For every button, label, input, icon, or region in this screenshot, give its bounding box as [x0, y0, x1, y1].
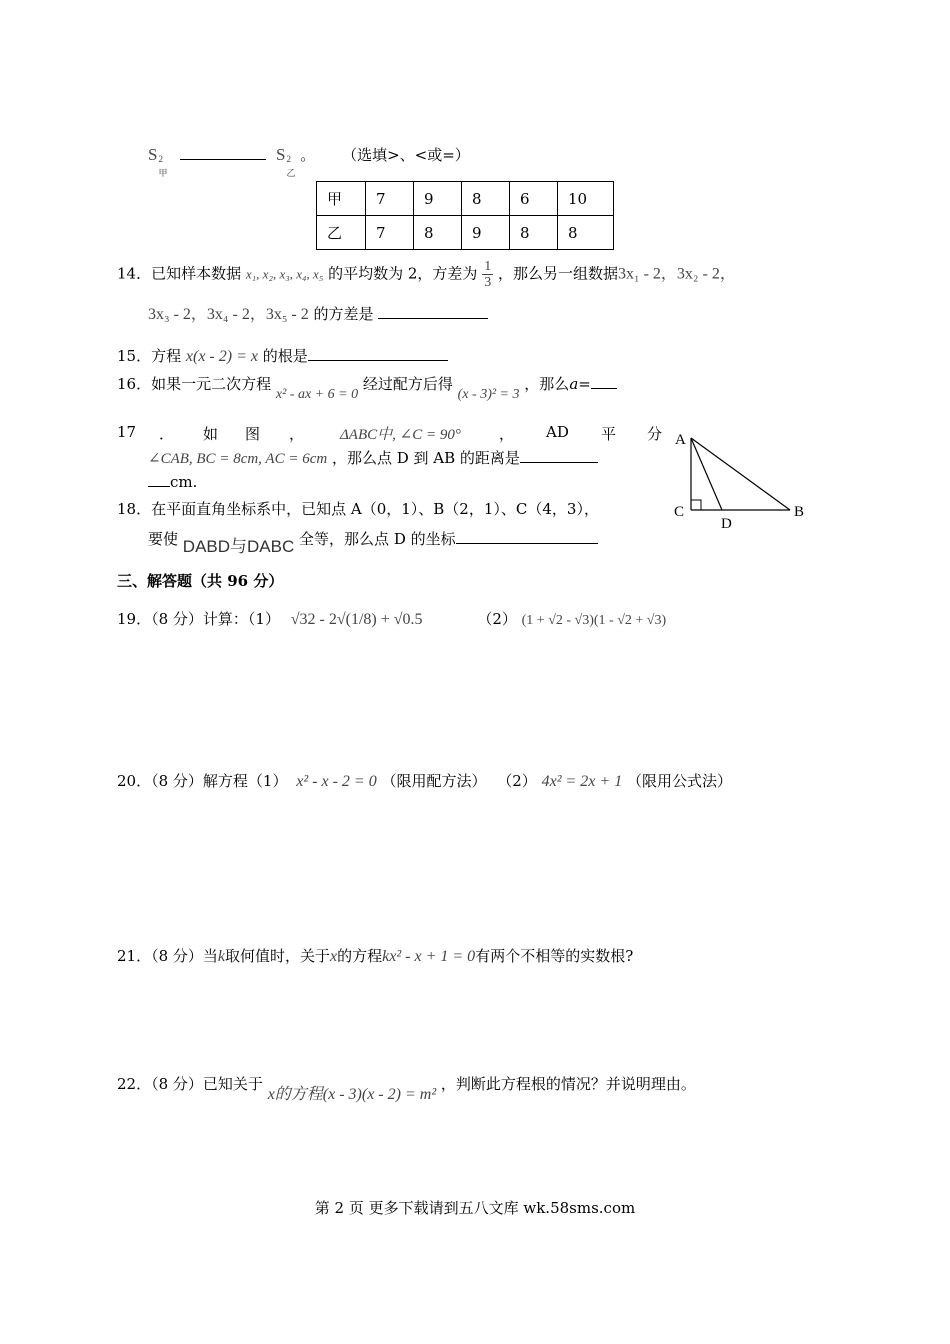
- q17-answer-blank-b[interactable]: [148, 472, 170, 487]
- q14-number: 14．: [117, 264, 152, 283]
- q19-line: [117, 608, 666, 629]
- q18-number: 18．: [117, 500, 152, 518]
- q20-equation1: x² - x - 2 = 0: [296, 773, 377, 790]
- q22-text2: ，判断此方程根的情况？并说明理由。: [440, 1075, 696, 1093]
- q22-equation: x的方程(x - 3)(x - 2) = m²: [267, 1086, 437, 1103]
- q18-answer-blank[interactable]: [456, 529, 598, 544]
- q17-number: 17: [117, 423, 137, 441]
- q17-char-fen: 分: [647, 425, 663, 443]
- q16-equation1: x² - ax + 6 = 0: [275, 387, 359, 402]
- q13-answer-blank[interactable]: [180, 145, 266, 160]
- label-a: A: [675, 432, 686, 448]
- q17-char-ping: 平: [601, 425, 617, 443]
- q16-variable: a=: [569, 375, 591, 393]
- q15-line: [117, 345, 448, 366]
- q14-text1: 已知样本数据: [151, 264, 242, 283]
- table-cell: 乙: [317, 216, 366, 250]
- q18-line2: [148, 524, 598, 556]
- label-b: B: [794, 504, 805, 520]
- q14-set-b: 3x₃ - 2，3x₄ - 2，3x₅ - 2: [148, 306, 309, 323]
- q20-text: （8 分）解方程（1）: [151, 772, 288, 790]
- q14-answer-blank[interactable]: [378, 304, 488, 319]
- table-cell: 7: [366, 216, 414, 250]
- q15-text1: 方程: [151, 347, 182, 365]
- q17-unit: cm.: [170, 473, 198, 491]
- q18-text2: 要使: [148, 530, 179, 548]
- q17-char-tu: 图: [245, 425, 261, 443]
- table-cell: 9: [462, 216, 510, 250]
- q20-number: 20．: [117, 772, 152, 790]
- q14-line2: [148, 301, 488, 324]
- s-yi-sup: 2: [286, 154, 291, 164]
- table-cell: 6: [510, 182, 558, 216]
- label-d: D: [721, 516, 732, 532]
- q17-dot: ．: [159, 425, 175, 443]
- table-cell: 甲: [317, 182, 366, 216]
- q16-equation2: (x - 3)² = 3: [457, 387, 520, 402]
- q22-line: [117, 1071, 696, 1103]
- q22-text1: （8 分）已知关于: [151, 1075, 263, 1093]
- q17-answer-blank-a[interactable]: [520, 448, 598, 463]
- q18-text1: 在平面直角坐标系中，已知点 A（0，1）、B（2，1）、C（4，3），: [151, 500, 599, 518]
- q19-part2-label: （2）: [477, 610, 517, 628]
- table-cell: 8: [414, 216, 462, 250]
- table-cell: 8: [558, 216, 614, 250]
- q16-text2: 经过配方后得: [362, 375, 453, 393]
- q20-note2: （限用公式法）: [626, 772, 732, 790]
- q13-line: [148, 144, 470, 178]
- s-jia-symbol: [148, 145, 168, 178]
- table-cell: 8: [510, 216, 558, 250]
- q21-number: 21．: [117, 947, 152, 965]
- s-jia-letter: S: [148, 145, 158, 164]
- page-footer: 第 2 页 更多下载请到五八文库 wk.58sms.com: [314, 1199, 636, 1217]
- q17-line3: [148, 472, 197, 491]
- q18-condition: DABD与DABC: [182, 537, 295, 556]
- q21-k: k: [217, 948, 226, 965]
- q21-text3: 的方程: [337, 947, 383, 965]
- q20-note1: （限用配方法）: [381, 772, 487, 790]
- q18-text3: 全等，那么点 D 的坐标: [299, 530, 456, 548]
- q18-line1: [117, 498, 599, 519]
- table-row: [317, 182, 614, 216]
- q19-expression1: √32 - 2√(1/8) + √0.5: [290, 611, 423, 628]
- q14-fraction: [482, 259, 493, 290]
- q17-comma2: ，: [499, 425, 515, 443]
- q14-text4: 的方差是: [313, 305, 374, 323]
- label-c: C: [674, 504, 685, 520]
- q13-end-mark: 。: [300, 146, 316, 164]
- s-jia-sub: 甲: [158, 168, 168, 178]
- q21-text1: （8 分）当: [151, 947, 218, 965]
- q21-x: x: [330, 948, 338, 965]
- q21-text2: 取何值时，关于: [225, 947, 331, 965]
- q19-number: 19．: [117, 610, 152, 628]
- q15-text2: 的根是: [262, 347, 308, 365]
- right-angle-mark: [691, 500, 701, 510]
- table-cell: 10: [558, 182, 614, 216]
- q16-answer-blank[interactable]: [591, 374, 617, 389]
- q22-number: 22．: [117, 1075, 152, 1093]
- triangle-figure: [670, 428, 810, 533]
- q14-line1: [117, 259, 736, 290]
- s-jia-sup: 2: [158, 154, 163, 164]
- q17-comma1: ，: [289, 425, 305, 443]
- q19-text: （8 分）计算：（1）: [151, 610, 280, 628]
- table-cell: 8: [462, 182, 510, 216]
- frac-denominator: 3: [484, 275, 492, 290]
- q14-set-a: 3x₁ - 2，3x₂ - 2，: [618, 265, 736, 283]
- table-cell: 9: [414, 182, 462, 216]
- q16-text3: ，那么: [524, 375, 570, 393]
- section-title: 三、解答题（共 96 分）: [117, 572, 284, 590]
- q21-line: [117, 945, 633, 966]
- q19-expression2: (1 + √2 - √3)(1 - √2 + √3): [521, 613, 667, 628]
- q20-line: [117, 770, 732, 791]
- q21-text4: 有两个不相等的实数根?: [475, 947, 634, 965]
- q17-line1: [117, 423, 662, 441]
- q21-equation: kx² - x + 1 = 0: [382, 948, 476, 965]
- q20-equation2: 4x² = 2x + 1: [541, 773, 623, 790]
- q16-line: [117, 373, 617, 402]
- q15-number: 15．: [117, 347, 152, 365]
- q15-equation: x(x - 2) = x: [185, 348, 258, 365]
- q14-text2: 的平均数为 2，方差为: [328, 264, 478, 283]
- q15-answer-blank[interactable]: [308, 346, 448, 361]
- q20-part2-label: （2）: [497, 772, 537, 790]
- table-cell: 7: [366, 182, 414, 216]
- q16-text1: 如果一元二次方程: [151, 375, 272, 393]
- q17-condition2: ∠CAB, BC = 8cm, AC = 6cm: [148, 451, 328, 467]
- s-yi-symbol: [276, 145, 296, 178]
- q14-vars: x₁, x₂, x₃, x₄, x₅: [245, 266, 324, 282]
- q17-text2: ，那么点 D 到 AB 的距离是: [331, 449, 520, 467]
- frac-numerator: 1: [484, 259, 492, 274]
- s-yi-sub: 乙: [286, 168, 296, 178]
- q16-number: 16．: [117, 375, 152, 393]
- q17-char-ru: 如: [203, 425, 219, 443]
- s-yi-letter: S: [276, 145, 286, 164]
- q17-ad: AD: [546, 423, 569, 441]
- q13-hint: （选填>、<或=）: [342, 146, 470, 164]
- q17-condition1: ΔABC中, ∠C = 90°: [340, 427, 461, 443]
- q14-text3: ，那么另一组数据: [498, 264, 619, 283]
- score-table: [316, 181, 614, 250]
- q17-line2: [148, 447, 598, 468]
- table-row: [317, 216, 614, 250]
